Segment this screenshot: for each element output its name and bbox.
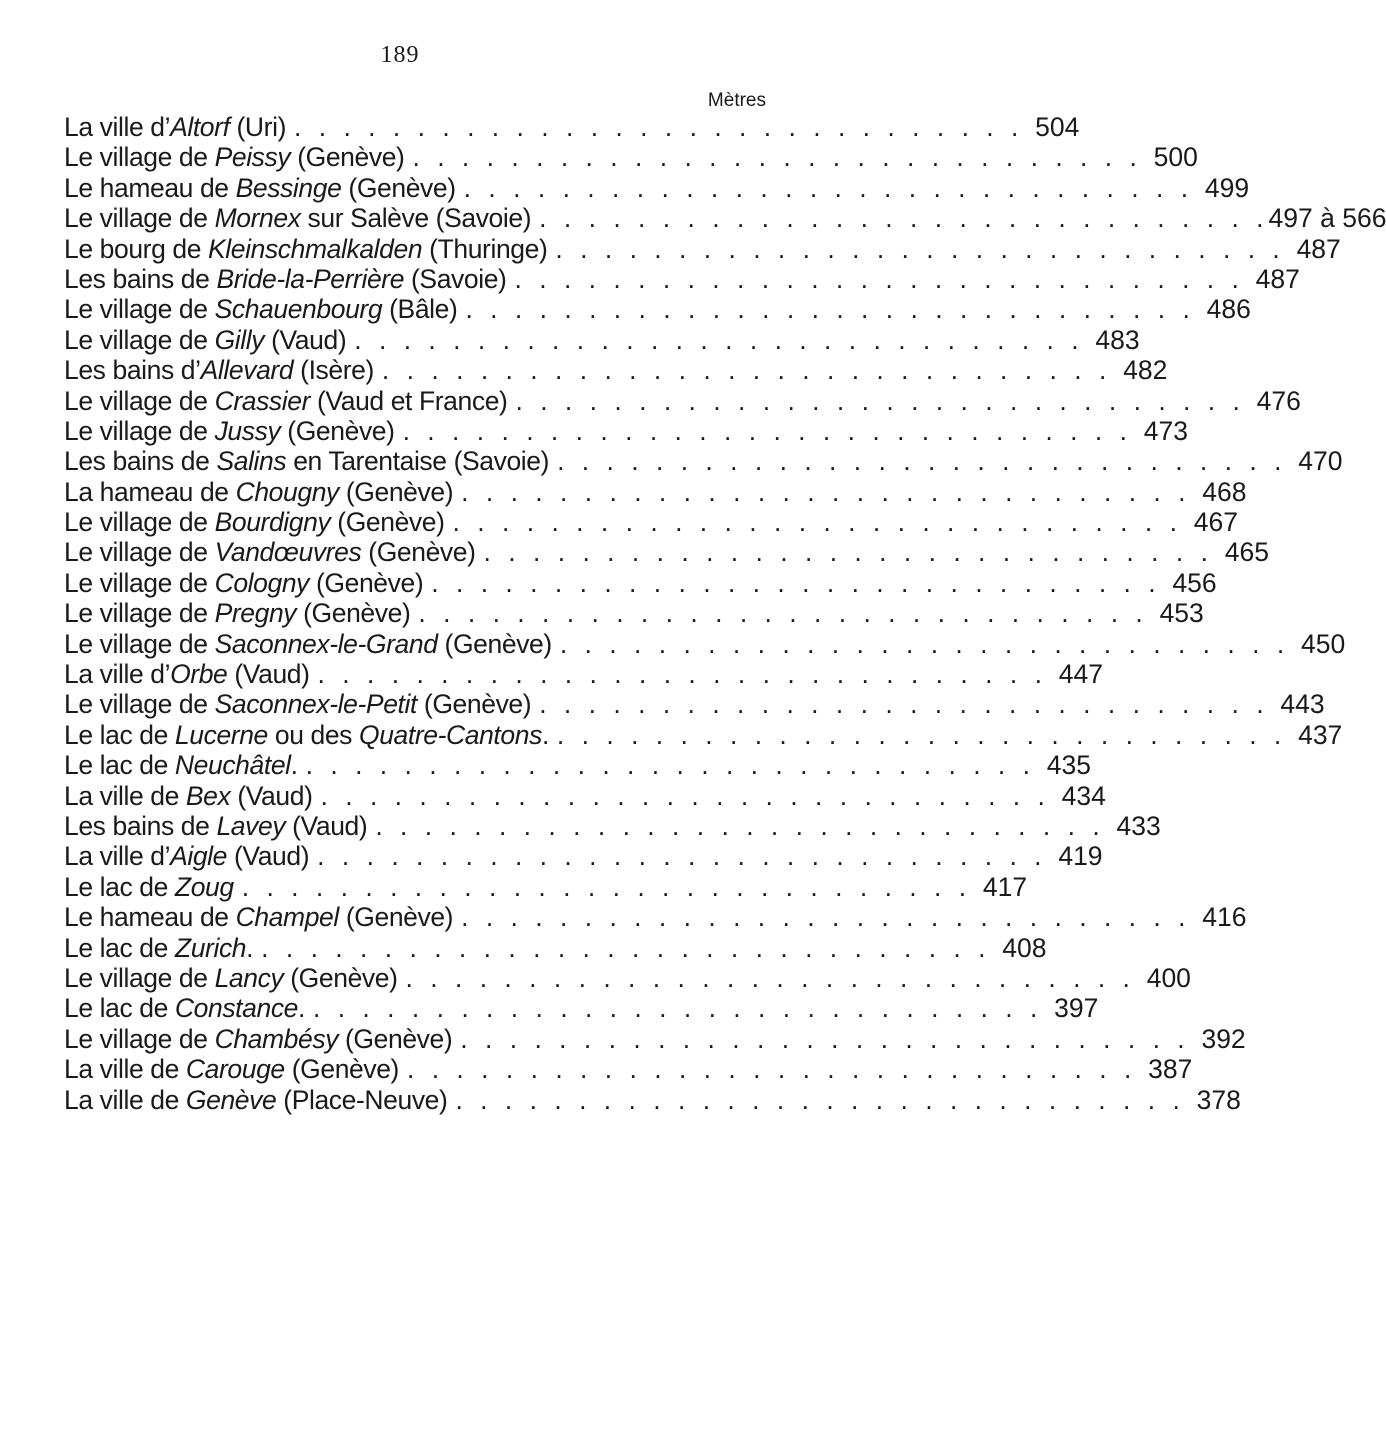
altitude-value: 378 <box>1196 1084 1241 1115</box>
place-label <box>64 811 367 841</box>
dot-leader: . . . . . . . . . . . . . . . . . . . . . . . . . . . . . . <box>463 172 1194 203</box>
place-name: Neuchâtel <box>174 750 291 781</box>
table-row <box>64 780 1106 811</box>
table-row <box>64 902 1247 933</box>
place-suffix: (Genève) <box>296 598 411 629</box>
place-name: Champel <box>235 902 339 933</box>
place-prefix: La ville de <box>64 1054 186 1085</box>
place-suffix: (Savoie) <box>404 263 507 294</box>
place-prefix: Le lac de <box>64 871 175 902</box>
place-label <box>64 355 374 385</box>
place-suffix: (Vaud) <box>264 324 347 355</box>
place-suffix: (Genève) <box>290 142 405 173</box>
dot-leader: . . . . . . . . . . . . . . . . . . . . . . . . . . . . . . <box>418 598 1148 629</box>
place-prefix: Le lac de <box>64 750 175 781</box>
place-prefix: Les bains de <box>64 810 217 841</box>
place-label <box>64 689 531 719</box>
place-prefix: La ville d’ <box>64 841 171 872</box>
dot-leader: . . . . . . . . . . . . . . . . . . . . . . . . . . . . . . <box>412 142 1142 173</box>
dot-leader: . . . . . . . . . . . . . . . . . . . . . . . . . . . . . . <box>406 1054 1137 1085</box>
place-prefix: La ville de <box>64 780 186 811</box>
place-label <box>64 933 253 963</box>
place-prefix: Le village de <box>64 1023 215 1054</box>
altitude-value: 417 <box>982 871 1028 902</box>
dot-leader: . . . . . . . . . . . . . . . . . . . . . . . . . . . . . . <box>354 324 1084 355</box>
place-label <box>64 872 234 902</box>
altitude-value: 470 <box>1298 446 1343 477</box>
dot-leader: . . . . . . . . . . . . . . . . . . . . . . . . . . . . . . <box>405 962 1135 993</box>
altitude-value: 486 <box>1206 294 1251 325</box>
altitude-value: 408 <box>1002 932 1047 963</box>
dot-leader: . . . . . . . . . . . . . . . . . . . . . . . . . . . . . . <box>461 902 1191 933</box>
place-prefix: Les bains de <box>64 263 217 294</box>
place-prefix: Le village de <box>64 537 215 568</box>
place-label <box>64 781 313 811</box>
altitude-value: 456 <box>1172 567 1217 598</box>
table-row <box>64 385 1301 416</box>
dot-leader: . . . . . . . . . . . . . . . . . . . . . . . . . . . . . . <box>514 263 1244 294</box>
place-suffix: (Genève) <box>280 415 395 446</box>
table-row <box>64 324 1140 355</box>
place-prefix: La ville d’ <box>64 659 171 690</box>
place-label <box>64 598 410 628</box>
place-name: Bessinge <box>235 172 342 203</box>
place-label <box>64 234 547 264</box>
place-name: Bex <box>185 780 231 811</box>
table-row <box>64 112 1080 142</box>
place-label <box>64 477 453 507</box>
place-prefix: Le village de <box>64 598 215 629</box>
table-row <box>64 750 1092 781</box>
place-name: Chambésy <box>214 1023 339 1054</box>
place-label <box>64 416 395 446</box>
table-row <box>64 476 1247 507</box>
place-suffix: (Bâle) <box>382 294 458 325</box>
place-prefix: Le village de <box>64 628 215 659</box>
table-row <box>64 294 1251 325</box>
place-prefix: Le lac de <box>64 993 175 1024</box>
table-row <box>64 628 1346 659</box>
place-suffix: (Vaud) <box>230 780 313 811</box>
table-row <box>64 1084 1241 1115</box>
altitude-value: 497 à 566 <box>1268 203 1386 234</box>
table-row <box>64 1023 1246 1054</box>
place-label <box>64 325 346 355</box>
dot-leader: . . . . . . . . . . . . . . . . . . . . . . . . . . . . . . <box>455 1084 1185 1115</box>
dot-leader: . . . . . . . . . . . . . . . . . . . . . . . . . . . . . . <box>305 750 1036 781</box>
table-row <box>64 567 1217 598</box>
place-label <box>64 1085 447 1115</box>
place-label <box>64 720 549 750</box>
dot-leader: . . . . . . . . . . . . . . . . . . . . . . . . . . . . . . <box>460 1023 1190 1054</box>
place-name-secondary: Quatre-Cantons <box>358 719 542 750</box>
altitude-value: 500 <box>1153 142 1198 173</box>
dot-leader: . . . . . . . . . . . . . . . . . . . . . . . . . . . . . . <box>402 415 1132 446</box>
place-label <box>64 963 398 993</box>
place-name: Lucerne <box>174 719 268 750</box>
place-suffix: en Tarentaise (Savoie) <box>286 446 550 477</box>
place-name: Mornex <box>214 203 301 234</box>
altitude-value: 387 <box>1148 1054 1193 1085</box>
place-label <box>64 1054 399 1084</box>
unit-header: Mètres <box>707 90 766 111</box>
place-prefix: Le lac de <box>64 932 175 963</box>
place-prefix: Le village de <box>64 507 215 538</box>
altitude-value: 476 <box>1256 385 1301 416</box>
table-row <box>64 932 1047 963</box>
dot-leader: . . . . . . . . . . . . . . . . . . . . . . . . . . . . . . <box>317 841 1047 872</box>
altitude-value: 499 <box>1204 172 1250 203</box>
dot-leader: . . . . . . . . . . . . . . . . . . . . . . . . . . . . . . <box>431 567 1161 598</box>
place-label <box>64 112 286 142</box>
place-suffix: ou des <box>267 719 359 750</box>
altitude-value: 400 <box>1146 962 1191 993</box>
dot-leader: . . . . . . . . . . . . . . . . . . . . . . . . . . . . . . <box>294 112 1024 142</box>
place-label <box>64 993 305 1023</box>
table-row <box>64 659 1103 690</box>
altitude-value: 433 <box>1116 810 1161 841</box>
place-label <box>64 507 445 537</box>
place-suffix: (Genève) <box>416 689 532 720</box>
table-row <box>64 1054 1193 1085</box>
place-label <box>64 446 549 476</box>
altitude-value: 416 <box>1202 902 1247 933</box>
table-row <box>64 871 1028 902</box>
table-row <box>64 415 1188 446</box>
altitude-value: 437 <box>1298 719 1343 750</box>
altitude-value: 419 <box>1058 841 1103 872</box>
dot-leader: . . . . . . . . . . . . . . . . . . . . . . . . . . . . . . <box>381 355 1112 386</box>
place-name: Allevard <box>200 355 294 386</box>
place-suffix: . <box>246 932 254 963</box>
table-row <box>64 962 1191 993</box>
altitude-value: 487 <box>1296 233 1341 264</box>
place-prefix: La ville de <box>64 1084 186 1115</box>
place-prefix: Le hameau de <box>64 172 236 203</box>
altitude-value: 483 <box>1095 324 1140 355</box>
table-row <box>64 233 1341 264</box>
place-name: Lancy <box>214 962 284 993</box>
table-row <box>64 841 1103 872</box>
place-label <box>64 629 552 659</box>
place-prefix: Le bourg de <box>64 233 209 264</box>
place-name: Orbe <box>170 659 228 690</box>
dot-leader: . . . . . . . . . . . . . . . . . . . . . . . . . . . . . . <box>452 507 1182 538</box>
altitude-value: 443 <box>1280 689 1325 720</box>
table-row <box>64 355 1168 386</box>
place-label <box>64 659 310 689</box>
place-prefix: La hameau de <box>64 476 236 507</box>
table-row <box>64 810 1161 841</box>
place-name: Cologny <box>214 567 310 598</box>
place-name: Altorf <box>170 112 230 142</box>
dot-leader: . . . . . . . . . . . . . . . . . . . . . . . . . . . . . . <box>461 476 1191 507</box>
place-suffix: (Genève) <box>338 1023 453 1054</box>
altitude-value: 465 <box>1224 537 1269 568</box>
place-name: Bride-la-Perrière <box>216 263 405 294</box>
place-prefix: Le village de <box>64 385 215 416</box>
dot-leader: . . . . . . . . . . . . . . . . . . . . . . . . . . . . . . <box>241 871 972 902</box>
dot-leader: . . . . . . . . . . . . . . . . . . . . . . . . . . . . . . <box>556 719 1287 750</box>
dot-leader: . . . . . . . . . . . . . . . . . . . . . . . . . . . . . . <box>320 780 1050 811</box>
place-name: Chougny <box>235 476 339 507</box>
place-suffix: sur Salève (Savoie) <box>300 203 532 234</box>
place-name: Schauenbourg <box>214 294 383 325</box>
altitude-value: 392 <box>1201 1023 1246 1054</box>
place-suffix-secondary: . <box>541 719 549 750</box>
altitude-value: 467 <box>1193 507 1238 538</box>
place-suffix: (Place-Neuve) <box>276 1084 448 1115</box>
place-name: Zurich <box>174 932 247 963</box>
place-suffix: (Genève) <box>361 537 476 568</box>
place-prefix: Le village de <box>64 294 215 325</box>
place-prefix: Le village de <box>64 567 215 598</box>
altitude-value: 482 <box>1123 355 1168 386</box>
place-suffix: (Vaud) <box>227 841 310 872</box>
place-label <box>64 294 457 324</box>
place-name: Kleinschmalkalden <box>208 233 423 264</box>
dot-leader: . . . . . . . . . . . . . . . . . . . . . . . . . . . . . . <box>539 689 1269 720</box>
altitude-value: 468 <box>1202 476 1247 507</box>
place-name: Genève <box>185 1084 277 1115</box>
place-label <box>64 1024 452 1054</box>
place-label <box>64 173 456 203</box>
place-name: Bourdigny <box>214 507 331 538</box>
dot-leader: . . . . . . . . . . . . . . . . . . . . . . . . . . . . . . <box>261 932 991 963</box>
table-row <box>64 993 1099 1024</box>
table-row <box>64 537 1269 568</box>
place-name: Gilly <box>214 324 265 355</box>
altitude-value: 450 <box>1300 628 1346 659</box>
table-row <box>64 203 1386 234</box>
place-label <box>64 203 531 233</box>
place-prefix: Le village de <box>64 142 215 173</box>
place-label <box>64 750 298 780</box>
dot-leader: . . . . . . . . . . . . . . . . . . . . . . . . . . . . . . <box>555 233 1285 264</box>
altitude-value: 447 <box>1058 659 1103 690</box>
place-suffix: (Vaud et France) <box>310 385 508 416</box>
place-prefix: Le village de <box>64 203 215 234</box>
dot-leader: . . . . . . . . . . . . . . . . . . . . . . . . . . . . . . <box>559 628 1290 659</box>
dot-leader: . . . . . . . . . . . . . . . . . . . . . . . . . . . . . . <box>483 537 1213 568</box>
place-name: Saconnex-le-Grand <box>214 628 438 659</box>
place-prefix: Les bains de <box>64 446 217 477</box>
place-prefix: Le lac de <box>64 719 175 750</box>
place-suffix: (Genève) <box>338 902 454 933</box>
place-suffix: (Genève) <box>309 567 424 598</box>
table-row <box>64 507 1238 538</box>
table-row <box>64 263 1300 294</box>
altitude-value: 453 <box>1159 598 1204 629</box>
place-name: Constance <box>174 993 299 1024</box>
table-row <box>64 142 1198 173</box>
place-suffix: (Genève) <box>341 172 456 203</box>
place-label <box>64 841 309 871</box>
place-name: Vandœuvres <box>214 537 362 568</box>
dot-leader: . . . . . . . . . . . . . . . . . . . . . . . . . . . . . . <box>557 446 1287 477</box>
altitude-value: 397 <box>1054 993 1099 1024</box>
place-name: Lavey <box>216 810 286 841</box>
place-suffix: (Vaud) <box>227 659 310 690</box>
dot-leader: . . . . . . . . . . . . . . . . . . . . . . . . . . . . . . <box>375 810 1105 841</box>
table-row <box>64 689 1325 720</box>
altitude-value: 473 <box>1143 415 1188 446</box>
place-suffix: (Uri) <box>229 112 286 142</box>
place-suffix: (Isère) <box>293 355 374 386</box>
place-name: Jussy <box>214 415 281 446</box>
dot-leader: . . . . . . . . . . . . . . . . . . . . . . . . . . . . . . <box>465 294 1195 325</box>
dot-leader: . . . . . . . . . . . . . . . . . . . . . . . . . . . . . . <box>539 203 1269 234</box>
place-suffix: (Genève) <box>330 507 445 538</box>
dot-leader: . . . . . . . . . . . . . . . . . . . . . . . . . . . . . . <box>317 659 1047 690</box>
place-label <box>64 142 404 172</box>
place-suffix: (Thuringe) <box>422 233 548 264</box>
place-prefix: La ville d’ <box>64 112 171 142</box>
place-name: Carouge <box>185 1054 285 1085</box>
place-prefix: Le village de <box>64 324 215 355</box>
page-number: 189 <box>380 42 420 68</box>
place-suffix: (Genève) <box>338 476 454 507</box>
place-prefix: Le village de <box>64 415 215 446</box>
table-row <box>64 598 1204 629</box>
place-prefix: Le hameau de <box>64 902 236 933</box>
place-suffix: (Genève) <box>437 628 552 659</box>
altitude-value: 435 <box>1046 750 1092 781</box>
place-name: Aigle <box>170 841 228 872</box>
place-name: Crassier <box>214 385 311 416</box>
place-name: Zoug <box>174 871 234 902</box>
place-suffix: . <box>298 993 305 1024</box>
table-row <box>64 719 1343 750</box>
place-prefix: Les bains d’ <box>64 355 201 386</box>
place-label <box>64 264 507 294</box>
place-name: Pregny <box>214 598 297 629</box>
place-suffix: . <box>290 750 298 781</box>
place-label <box>64 902 453 932</box>
altitude-table <box>64 112 1386 1115</box>
place-name: Saconnex-le-Petit <box>214 689 417 720</box>
place-label <box>64 568 423 598</box>
place-suffix: (Vaud) <box>285 810 368 841</box>
altitude-value: 487 <box>1255 263 1300 294</box>
dot-leader: . . . . . . . . . . . . . . . . . . . . . . . . . . . . . . <box>312 993 1043 1024</box>
place-label <box>64 537 476 567</box>
table-row <box>64 446 1343 477</box>
place-label <box>64 386 507 416</box>
place-prefix: Le village de <box>64 962 215 993</box>
place-name: Salins <box>216 446 287 477</box>
place-suffix: (Genève) <box>284 1054 399 1085</box>
altitude-value: 504 <box>1035 112 1080 142</box>
dot-leader: . . . . . . . . . . . . . . . . . . . . . . . . . . . . . . <box>515 385 1245 416</box>
place-name: Peissy <box>214 142 291 173</box>
place-prefix: Le village de <box>64 689 215 720</box>
altitude-value: 434 <box>1061 780 1106 811</box>
table-row <box>64 172 1250 203</box>
place-suffix: (Genève) <box>283 962 398 993</box>
